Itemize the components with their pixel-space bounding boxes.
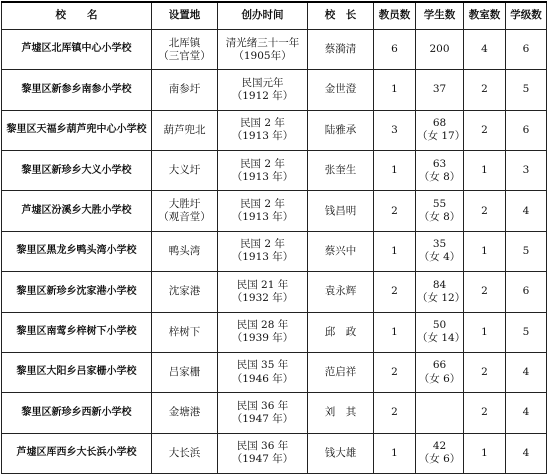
grades-cell: 3	[506, 151, 547, 191]
grades-cell: 5	[506, 70, 547, 110]
founded-cell	[218, 231, 308, 271]
classrooms-cell: 2	[464, 110, 506, 150]
principal-cell: 范启祥	[308, 352, 374, 392]
location-cell-line: 大长浜	[168, 446, 201, 459]
location-cell	[152, 231, 218, 271]
students-cell	[416, 433, 464, 473]
students-cell-line: 42	[432, 440, 447, 453]
location-cell-line: 大胜圩	[168, 197, 201, 210]
school-name-cell: 黎里区天福乡葫芦兜中心小学校	[2, 110, 152, 150]
founded-cell	[218, 70, 308, 110]
founded-cell-line: 民国 2 年	[240, 157, 285, 170]
founded-cell	[218, 433, 308, 473]
classrooms-cell: 2	[464, 191, 506, 231]
classrooms-cell: 1	[464, 231, 506, 271]
classrooms-cell: 4	[464, 30, 506, 70]
students-cell-line: 50	[432, 319, 447, 332]
students-cell	[416, 110, 464, 150]
table-row	[2, 70, 547, 110]
location-cell-line: 金塘港	[168, 406, 201, 419]
teachers-cell: 2	[374, 272, 416, 312]
teachers-cell: 2	[374, 352, 416, 392]
table-row	[2, 433, 547, 473]
principal-cell: 钱大雄	[308, 433, 374, 473]
header-school: 校 名	[2, 2, 152, 30]
students-cell-line: （女 8）	[418, 170, 461, 183]
students-cell-line: 200	[429, 43, 450, 56]
school-name-cell: 芦墟区北厍镇中心小学校	[2, 30, 152, 70]
header-principal: 校 长	[308, 2, 374, 30]
location-cell	[152, 272, 218, 312]
students-cell-line: 35	[432, 238, 447, 251]
principal-cell: 金世澄	[308, 70, 374, 110]
students-cell-line: （女 4）	[418, 251, 461, 264]
location-cell-line: （三官堂）	[158, 49, 211, 62]
founded-cell-line: （1912 年）	[231, 90, 294, 103]
table-row	[2, 272, 547, 312]
grades-cell: 5	[506, 231, 547, 271]
founded-cell	[218, 191, 308, 231]
classrooms-cell: 1	[464, 312, 506, 352]
header-teachers: 教员数	[374, 2, 416, 30]
grades-cell: 4	[506, 393, 547, 433]
founded-cell-line: （1947 年）	[231, 412, 294, 425]
location-cell	[152, 70, 218, 110]
school-name-cell: 黎里区大阳乡吕家栅小学校	[2, 352, 152, 392]
principal-cell: 张奎生	[308, 151, 374, 191]
school-name-cell: 黎里区黑龙乡鸭头湾小学校	[2, 231, 152, 271]
header-row	[2, 2, 547, 30]
students-cell-line: （女 14）	[417, 332, 466, 345]
header-location: 设置地	[152, 2, 218, 30]
classrooms-cell: 2	[464, 352, 506, 392]
students-cell-line: （女 8）	[418, 211, 461, 224]
students-cell	[416, 312, 464, 352]
table-row	[2, 30, 547, 70]
founded-cell-line: 民国 21 年	[236, 278, 289, 291]
grades-cell: 4	[506, 433, 547, 473]
students-cell-line: （女 17）	[417, 130, 466, 143]
founded-cell-line: （1939 年）	[231, 332, 294, 345]
students-cell-line: 66	[432, 359, 447, 372]
students-cell-line: （女 6）	[418, 372, 461, 385]
location-cell	[152, 30, 218, 70]
schools-table	[1, 1, 547, 474]
grades-cell: 6	[506, 110, 547, 150]
founded-cell-line: （1913 年）	[231, 170, 294, 183]
location-cell-line: （观音堂）	[158, 211, 211, 224]
classrooms-cell: 2	[464, 393, 506, 433]
founded-cell-line: （1913 年）	[231, 251, 294, 264]
founded-cell-line: （1905年）	[233, 49, 292, 62]
location-cell-line: 南参圩	[168, 83, 201, 96]
founded-cell-line: 民国 36 年	[236, 440, 289, 453]
table-row	[2, 231, 547, 271]
founded-cell-line: 民国元年	[241, 76, 284, 89]
teachers-cell: 2	[374, 393, 416, 433]
students-cell	[416, 70, 464, 110]
location-cell	[152, 151, 218, 191]
grades-cell: 6	[506, 30, 547, 70]
students-cell	[416, 231, 464, 271]
classrooms-cell: 1	[464, 433, 506, 473]
location-cell	[152, 352, 218, 392]
classrooms-cell: 1	[464, 151, 506, 191]
school-name-cell: 黎里区新参乡南参小学校	[2, 70, 152, 110]
grades-cell: 6	[506, 272, 547, 312]
founded-cell-line: 民国 28 年	[236, 319, 289, 332]
school-name-cell: 黎里区新珍乡大义小学校	[2, 151, 152, 191]
students-cell	[416, 191, 464, 231]
header-founded: 创办时间	[218, 2, 308, 30]
teachers-cell: 6	[374, 30, 416, 70]
location-cell-line: 吕家栅	[168, 365, 201, 378]
students-cell-line: 55	[432, 197, 447, 210]
school-name-cell: 黎里区南莺乡梓树下小学校	[2, 312, 152, 352]
students-cell-line: 63	[432, 157, 447, 170]
classrooms-cell: 2	[464, 70, 506, 110]
principal-cell: 蔡漪清	[308, 30, 374, 70]
teachers-cell: 1	[374, 151, 416, 191]
students-cell	[416, 393, 464, 433]
founded-cell	[218, 312, 308, 352]
teachers-cell: 2	[374, 191, 416, 231]
founded-cell	[218, 30, 308, 70]
founded-cell	[218, 151, 308, 191]
table-row	[2, 352, 547, 392]
founded-cell	[218, 393, 308, 433]
teachers-cell: 1	[374, 70, 416, 110]
location-cell-line: 北厍镇	[168, 36, 201, 49]
principal-cell: 钱昌明	[308, 191, 374, 231]
principal-cell: 陆雅承	[308, 110, 374, 150]
founded-cell-line: 民国 2 年	[240, 197, 285, 210]
location-cell-line: 葫芦兜北	[163, 123, 206, 136]
header-classrooms: 教室数	[464, 2, 506, 30]
students-cell-line: （女 12）	[417, 291, 466, 304]
table-row	[2, 191, 547, 231]
students-cell-line: 84	[432, 278, 447, 291]
students-cell-line: 37	[432, 83, 447, 96]
teachers-cell: 3	[374, 110, 416, 150]
header-students: 学生数	[416, 2, 464, 30]
founded-cell	[218, 352, 308, 392]
principal-cell: 刘 其	[308, 393, 374, 433]
students-cell	[416, 272, 464, 312]
founded-cell	[218, 110, 308, 150]
founded-cell-line: 清光绪三十一年	[225, 36, 300, 49]
grades-cell: 4	[506, 191, 547, 231]
table-row	[2, 393, 547, 433]
location-cell-line: 鸭头湾	[168, 244, 201, 257]
founded-cell-line: （1947 年）	[231, 453, 294, 466]
founded-cell-line: 民国 35 年	[236, 359, 289, 372]
location-cell-line: 沈家港	[168, 285, 201, 298]
header-grades: 学级数	[506, 2, 547, 30]
location-cell	[152, 433, 218, 473]
teachers-cell: 1	[374, 433, 416, 473]
principal-cell: 袁永辉	[308, 272, 374, 312]
location-cell	[152, 110, 218, 150]
founded-cell-line: （1913 年）	[231, 130, 294, 143]
grades-cell: 5	[506, 312, 547, 352]
founded-cell-line: 民国 2 年	[240, 238, 285, 251]
school-name-cell: 黎里区新珍乡沈家港小学校	[2, 272, 152, 312]
school-name-cell: 芦墟区厍西乡大长浜小学校	[2, 433, 152, 473]
students-cell	[416, 151, 464, 191]
location-cell	[152, 191, 218, 231]
school-name-cell: 芦墟区汾溪乡大胜小学校	[2, 191, 152, 231]
location-cell-line: 大义圩	[168, 164, 201, 177]
location-cell	[152, 393, 218, 433]
location-cell-line: 梓树下	[168, 325, 201, 338]
teachers-cell: 1	[374, 231, 416, 271]
table-row	[2, 110, 547, 150]
founded-cell-line: （1932 年）	[231, 291, 294, 304]
school-name-cell: 黎里区新珍乡西新小学校	[2, 393, 152, 433]
students-cell	[416, 352, 464, 392]
classrooms-cell: 2	[464, 272, 506, 312]
principal-cell: 邱 政	[308, 312, 374, 352]
table-row	[2, 312, 547, 352]
students-cell-line: 68	[432, 117, 447, 130]
founded-cell-line: 民国 36 年	[236, 399, 289, 412]
table-body	[2, 30, 547, 474]
principal-cell: 蔡兴中	[308, 231, 374, 271]
founded-cell	[218, 272, 308, 312]
founded-cell-line: （1946 年）	[231, 372, 294, 385]
founded-cell-line: （1913 年）	[231, 211, 294, 224]
location-cell	[152, 312, 218, 352]
students-cell-line: （女 6）	[418, 453, 461, 466]
table-row	[2, 151, 547, 191]
grades-cell: 4	[506, 352, 547, 392]
students-cell	[416, 30, 464, 70]
founded-cell-line: 民国 2 年	[240, 117, 285, 130]
teachers-cell: 1	[374, 312, 416, 352]
